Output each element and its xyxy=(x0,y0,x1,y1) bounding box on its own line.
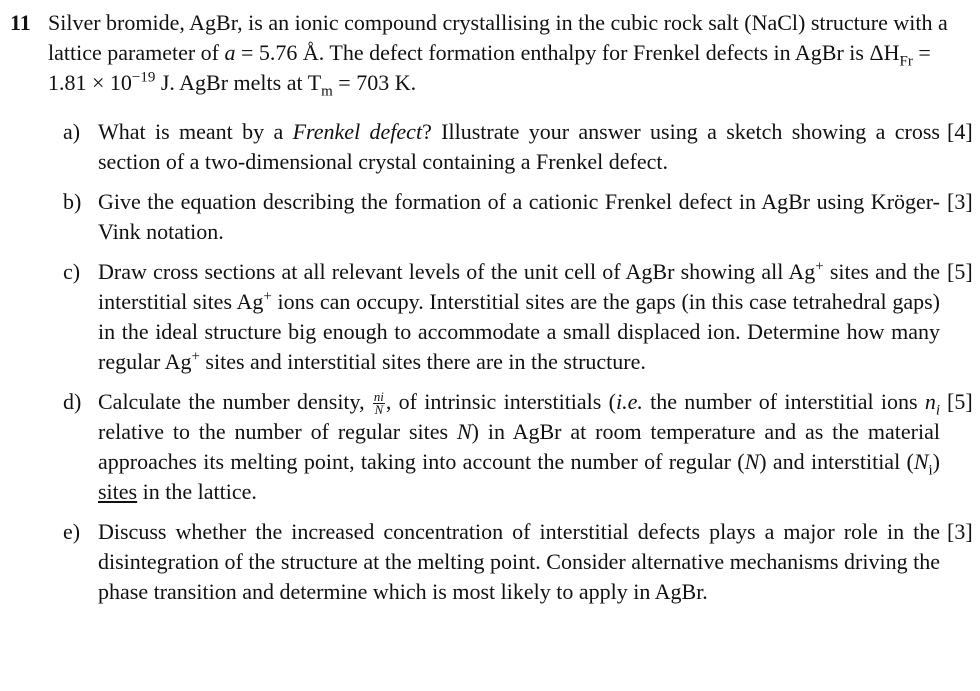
cation-charge: + xyxy=(191,348,200,365)
question-number: 11 xyxy=(10,10,31,35)
part-c-text-3: ions can occupy. Interstitial sites are the gaps (in this case tetrahedral gaps) in the ideal structure big enough to accommodate a small displaced ion. Determine how many regular Ag xyxy=(98,289,940,374)
part-label: e) xyxy=(63,519,81,545)
part-d-text-6: ) and interstitial ( xyxy=(759,449,914,475)
part-marks: [3] xyxy=(947,519,973,545)
fraction-numerator: ni xyxy=(373,389,384,404)
part-marks: [3] xyxy=(947,189,973,214)
intro-text-2: = 5.76 Å. The defect formation enthalpy for Frenkel defects in AgBr is ΔH xyxy=(235,40,900,65)
part-label: c) xyxy=(63,259,81,284)
part-c-text-1: Draw cross sections at all relevant levels of the unit cell of AgBr showing all Ag xyxy=(98,259,816,284)
melting-subscript: m xyxy=(321,83,333,100)
intro-text-3: = 1.81 × 10 xyxy=(48,40,931,95)
intro-text-1: Silver bromide, AgBr, is an ionic compound crystallising in the cubic rock salt (NaCl) structure with a lattice parameter of xyxy=(48,10,948,65)
part-a-emphasis: Frenkel defect xyxy=(292,119,423,144)
n-symbol: N xyxy=(456,419,472,445)
part-label: b) xyxy=(63,189,82,214)
part-a-text-2: ? Illustrate your answer using a sketch showing a cross section of a two-dimensional crystal containing a Frenkel defect. xyxy=(98,119,940,174)
question-parts xyxy=(10,117,973,607)
part-c-text-2: sites and the interstitial sites Ag xyxy=(98,259,940,314)
exponent: −19 xyxy=(131,69,156,86)
part-b xyxy=(10,187,973,247)
part-d-text-1: Calculate the number density, xyxy=(98,389,372,414)
sites-underlined: sites xyxy=(98,479,138,505)
n-symbol: N xyxy=(913,449,929,475)
fraction-denominator: N xyxy=(374,403,384,418)
part-c xyxy=(10,257,973,377)
ni-subscript: i xyxy=(935,402,940,419)
part-d-text-5: ) in AgBr at room temperature and as the material approaches its melting point, taking into account the number of regular ( xyxy=(98,419,940,475)
cation-charge: + xyxy=(815,258,824,275)
part-marks: [5] xyxy=(947,389,973,414)
ni-symbol: n xyxy=(924,389,936,414)
part-a xyxy=(10,117,973,177)
part-d-text-2: , of intrinsic interstitials ( xyxy=(385,389,616,414)
part-b-text: Give the equation describing the formation of a cationic Frenkel defect in AgBr using Kröger-Vink notation. xyxy=(98,189,940,244)
ie-abbreviation: i.e. xyxy=(615,389,643,414)
n-subscript: i xyxy=(928,462,933,479)
n-symbol: N xyxy=(744,449,760,475)
part-d xyxy=(10,387,973,507)
part-d-text-7: ) xyxy=(932,449,940,475)
lattice-symbol: a xyxy=(224,40,236,65)
part-marks: [4] xyxy=(947,119,973,144)
question-intro xyxy=(10,8,948,98)
part-d-text-3: the number of interstitial ions xyxy=(642,389,925,414)
intro-text-5: = 703 K. xyxy=(332,70,417,95)
part-e xyxy=(10,517,973,607)
part-label: d) xyxy=(63,389,82,414)
cation-charge: + xyxy=(263,288,272,305)
question-11 xyxy=(10,8,973,617)
part-marks: [5] xyxy=(947,259,973,284)
part-c-text-4: sites and interstitial sites there are in the structure. xyxy=(199,349,646,374)
density-fraction xyxy=(373,391,385,418)
part-label: a) xyxy=(63,119,81,144)
part-d-text-4: relative to the number of regular sites xyxy=(98,419,457,445)
part-d-text-8: in the lattice. xyxy=(137,479,257,505)
part-a-text-1: What is meant by a xyxy=(98,119,293,144)
intro-text-4: J. AgBr melts at T xyxy=(155,70,322,95)
enthalpy-subscript: Fr xyxy=(899,53,913,70)
part-e-text: Discuss whether the increased concentration of interstitial defects plays a major role in the disintegration of the structure at the melting point. Consider alternative mechanisms driving the phase transition and determine which is most likely to apply in AgBr. xyxy=(98,519,940,605)
